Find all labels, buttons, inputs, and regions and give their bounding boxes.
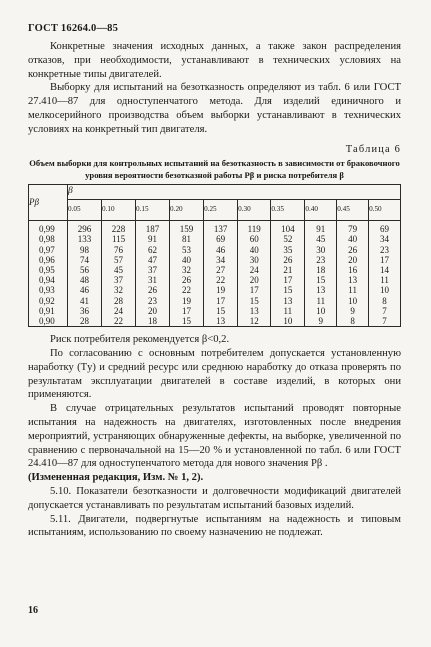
paragraph: Риск потребителя рекомендуется β<0,2. (50, 334, 230, 346)
table-cell: 9 (337, 306, 369, 316)
table-cell: 21 (271, 265, 305, 275)
table-cell: 15 (305, 275, 337, 285)
edition-note: (Измененная редакция, Изм. № 1, 2). (28, 472, 204, 484)
table-cell: 20 (238, 275, 271, 285)
table-cell: 47 (136, 255, 170, 265)
table-cell: 62 (136, 245, 170, 255)
table-cell: 133 (68, 234, 102, 244)
table-cell: 17 (204, 296, 238, 306)
table-cell: 16 (337, 265, 369, 275)
table-cell-pb: 0,92 (29, 296, 68, 306)
table-row (29, 285, 401, 295)
table-cell: 40 (170, 255, 204, 265)
table-cell: 41 (68, 296, 102, 306)
table-cell: 8 (337, 316, 369, 327)
table-cell-pb: 0,96 (29, 255, 68, 265)
table-row (29, 265, 401, 275)
page-number: 16 (28, 605, 38, 616)
paragraph: Выборку для испытаний на безотказность определяют из табл. 6 или ГОСТ 27.410—87 для одноступенчатого метода. Для изделий единичного и мелкосерийного производства объем выборки устанавливают в технических условиях на конкретный тип двигателя. (28, 82, 401, 135)
table-cell: 26 (271, 255, 305, 265)
column-header: 0.05 (68, 200, 102, 221)
table-cell: 19 (170, 296, 204, 306)
table-row (29, 255, 401, 265)
table-cell: 22 (204, 275, 238, 285)
table-cell: 45 (305, 234, 337, 244)
table-cell: 10 (369, 285, 401, 295)
table-cell: 20 (337, 255, 369, 265)
table-row (29, 234, 401, 244)
table-cell-pb: 0,98 (29, 234, 68, 244)
table-cell: 74 (68, 255, 102, 265)
table-row (29, 275, 401, 285)
table-cell: 10 (305, 306, 337, 316)
table-cell: 8 (369, 296, 401, 306)
table-cell: 31 (136, 275, 170, 285)
column-header: 0.50 (369, 200, 401, 221)
table-cell: 34 (369, 234, 401, 244)
after-table-text (28, 333, 401, 540)
table-cell: 69 (204, 234, 238, 244)
table-cell: 13 (271, 296, 305, 306)
table-cell: 22 (102, 316, 136, 327)
table-cell: 91 (305, 221, 337, 235)
sample-size-table (28, 184, 401, 327)
table-cell: 34 (204, 255, 238, 265)
table-cell: 32 (102, 285, 136, 295)
table-cell: 10 (337, 296, 369, 306)
paragraph: По согласованию с основным потребителем допускается установленную наработку (Tу) и средний ресурс или среднюю наработку до отказа проверять по результатам эксплуатации двигателей в составе изделий, в которых они применяются. (28, 348, 401, 401)
paragraph: 5.11. Двигатели, подвергнутые испытаниям на надежность и типовым испытаниям, использованию по своему назначению не подлежат. (28, 513, 401, 539)
table-cell: 228 (102, 221, 136, 235)
table-cell: 18 (136, 316, 170, 327)
table-cell: 32 (170, 265, 204, 275)
table-cell: 13 (204, 316, 238, 327)
paragraph: В случае отрицательных результатов испытаний проводят повторные испытания на надежность на двигателях, изготовленных после внедрения мероприятий, устраняющих обнаруженные дефекты, на выборке, увеличенной по сравнению с первоначальной на 15—20 % и установленной по табл. 6 или ГОСТ 24.410—87 для одноступенчатого метода для нового значения Pβ . (28, 403, 401, 470)
table-cell-pb: 0,95 (29, 265, 68, 275)
table-cell: 20 (136, 306, 170, 316)
table-cell: 35 (271, 245, 305, 255)
row-header-pb: Pβ (29, 185, 68, 221)
table-cell: 53 (170, 245, 204, 255)
table-cell: 27 (204, 265, 238, 275)
column-header: 0.25 (204, 200, 238, 221)
table-cell: 115 (102, 234, 136, 244)
table-cell-pb: 0,97 (29, 245, 68, 255)
table-cell: 91 (136, 234, 170, 244)
table-cell: 11 (369, 275, 401, 285)
table-cell: 26 (337, 245, 369, 255)
document-header: ГОСТ 16264.0—85 (28, 23, 119, 34)
table-row (29, 245, 401, 255)
table-row (29, 316, 401, 327)
table-cell: 76 (102, 245, 136, 255)
table-cell: 12 (238, 316, 271, 327)
table-row (29, 221, 401, 235)
table-cell: 28 (68, 316, 102, 327)
table-label: Таблица 6 (345, 143, 401, 155)
table-cell: 23 (136, 296, 170, 306)
table-cell: 296 (68, 221, 102, 235)
table-cell: 119 (238, 221, 271, 235)
table-cell: 30 (238, 255, 271, 265)
table-cell: 17 (271, 275, 305, 285)
column-header: 0.35 (271, 200, 305, 221)
column-header-row (29, 200, 401, 221)
table-cell: 60 (238, 234, 271, 244)
table-cell: 45 (102, 265, 136, 275)
table-cell: 13 (238, 306, 271, 316)
column-header: 0.30 (238, 200, 271, 221)
table-cell: 46 (68, 285, 102, 295)
table-cell: 15 (238, 296, 271, 306)
column-header: 0.10 (102, 200, 136, 221)
table-cell: 40 (337, 234, 369, 244)
table-cell: 26 (170, 275, 204, 285)
paragraph: 5.10. Показатели безотказности и долговечности модификаций двигателей допускается устанавливать по результатам испытаний базовых изделий. (28, 485, 401, 511)
table-cell: 11 (271, 306, 305, 316)
table-cell: 23 (369, 245, 401, 255)
table-cell: 69 (369, 221, 401, 235)
table-row (29, 306, 401, 316)
column-header: 0.20 (170, 200, 204, 221)
table-cell-pb: 0,94 (29, 275, 68, 285)
table-cell: 17 (170, 306, 204, 316)
table-cell: 22 (170, 285, 204, 295)
table-cell: 56 (68, 265, 102, 275)
document-body (28, 40, 401, 540)
table-cell: 37 (136, 265, 170, 275)
table-cell: 79 (337, 221, 369, 235)
table-cell: 23 (305, 255, 337, 265)
table-cell-pb: 0,90 (29, 316, 68, 327)
table-row (29, 296, 401, 306)
table-cell: 37 (102, 275, 136, 285)
table-cell: 24 (102, 306, 136, 316)
paragraph: Конкретные значения исходных данных, а также закон распределения отказов, при необходимости, устанавливают в технических условиях на конкретные типы двигателей. (28, 41, 401, 80)
column-header: 0.40 (305, 200, 337, 221)
table-cell: 11 (305, 296, 337, 306)
table-cell-pb: 0,91 (29, 306, 68, 316)
table-cell: 7 (369, 306, 401, 316)
table-cell: 15 (271, 285, 305, 295)
table-cell: 13 (305, 285, 337, 295)
table-cell-pb: 0,93 (29, 285, 68, 295)
table-cell: 137 (204, 221, 238, 235)
table-cell: 46 (204, 245, 238, 255)
table-cell: 57 (102, 255, 136, 265)
table-cell: 98 (68, 245, 102, 255)
table-cell: 28 (102, 296, 136, 306)
table-cell: 14 (369, 265, 401, 275)
table-cell: 24 (238, 265, 271, 275)
table-cell: 36 (68, 306, 102, 316)
table-cell: 15 (204, 306, 238, 316)
table-cell: 40 (238, 245, 271, 255)
column-header: 0.45 (337, 200, 369, 221)
table-cell: 104 (271, 221, 305, 235)
table-cell: 81 (170, 234, 204, 244)
table-cell: 13 (337, 275, 369, 285)
table-cell: 17 (238, 285, 271, 295)
column-header: 0.15 (136, 200, 170, 221)
table-body (29, 221, 401, 327)
table-cell: 18 (305, 265, 337, 275)
table-cell: 15 (170, 316, 204, 327)
group-header-beta: β (68, 185, 401, 200)
table-cell: 30 (305, 245, 337, 255)
table-caption: Объем выборки для контрольных испытаний на безотказность в зависимости от браковочного уровня вероятности безотказной работы Pβ и риска потребителя β (29, 158, 400, 180)
table-cell: 26 (136, 285, 170, 295)
table-cell-pb: 0,99 (29, 221, 68, 235)
table-cell: 187 (136, 221, 170, 235)
table-cell: 159 (170, 221, 204, 235)
table-cell: 9 (305, 316, 337, 327)
table-cell: 48 (68, 275, 102, 285)
table-cell: 17 (369, 255, 401, 265)
table-cell: 7 (369, 316, 401, 327)
table-cell: 11 (337, 285, 369, 295)
table-cell: 52 (271, 234, 305, 244)
table-cell: 10 (271, 316, 305, 327)
table-cell: 19 (204, 285, 238, 295)
